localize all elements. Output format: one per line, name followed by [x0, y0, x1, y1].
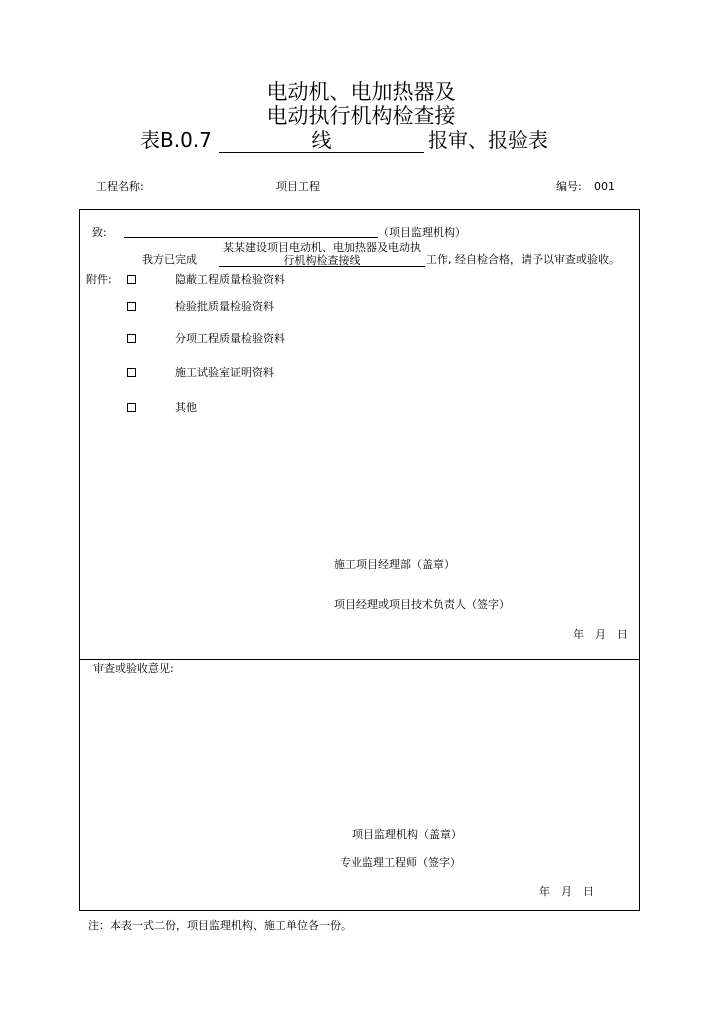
form-number: 表B.0.7 [140, 128, 212, 152]
number-label: 编号: [556, 180, 582, 193]
attachment-lab-certificate: 施工试验室证明资料 [175, 366, 274, 379]
completed-label: 我方已完成 [142, 253, 197, 266]
supervision-engineer-signature: 专业监理工程师（签字） [340, 856, 461, 869]
checkbox-sub-item[interactable] [127, 334, 136, 343]
attachment-sub-item: 分项工程质量检验资料 [175, 332, 285, 345]
supervision-org-suffix: （项目监理机构） [378, 226, 466, 239]
attachment-inspection-batch: 检验批质量检验资料 [175, 300, 274, 313]
completed-suffix: 工作, 经自检合格，请予以审查或验收。 [426, 253, 620, 266]
project-name-label: 工程名称: [96, 180, 144, 193]
attachment-label: 附件: [86, 273, 112, 286]
title-blank-field: 线 [219, 128, 424, 153]
completed-work-line-2: 行机构检查接线 [283, 254, 361, 267]
attachment-hidden-works: 隐蔽工程质量检验资料 [175, 273, 285, 286]
contractor-department-seal: 施工项目经理部（盖章） [334, 558, 455, 571]
title-line-2: 电动执行机构检查接 [266, 104, 456, 128]
project-name-value: 项目工程 [276, 180, 320, 193]
completed-work-underline [219, 266, 425, 267]
attachment-other: 其他 [175, 401, 197, 414]
checkbox-lab-certificate[interactable] [127, 368, 136, 377]
to-label: 致: [92, 226, 107, 239]
title-clip [0, 0, 722, 103]
section-divider [79, 659, 640, 660]
footnote: 注：本表一式二份，项目监理机构、施工单位各一份。 [88, 919, 352, 932]
completed-work-line-1: 某某建设项目电动机、电加热器及电动执 [223, 241, 421, 254]
checkbox-inspection-batch[interactable] [127, 302, 136, 311]
checkbox-hidden-works[interactable] [127, 275, 136, 284]
contractor-date: 年 月 日 [573, 628, 628, 641]
title-line-1: 电动机、电加热器及 [266, 80, 456, 103]
completed-work-field[interactable] [219, 241, 425, 267]
checkbox-other[interactable] [127, 403, 136, 412]
supervision-org-field[interactable] [124, 237, 378, 238]
number-value: 001 [594, 180, 615, 193]
title-suffix: 报审、报验表 [428, 128, 548, 152]
supervision-date: 年 月 日 [539, 885, 594, 898]
contractor-manager-signature: 项目经理或项目技术负责人（签字） [334, 598, 510, 611]
supervision-org-seal: 项目监理机构（盖章） [352, 828, 462, 841]
review-opinion-label: 审查或验收意见: [93, 662, 174, 675]
